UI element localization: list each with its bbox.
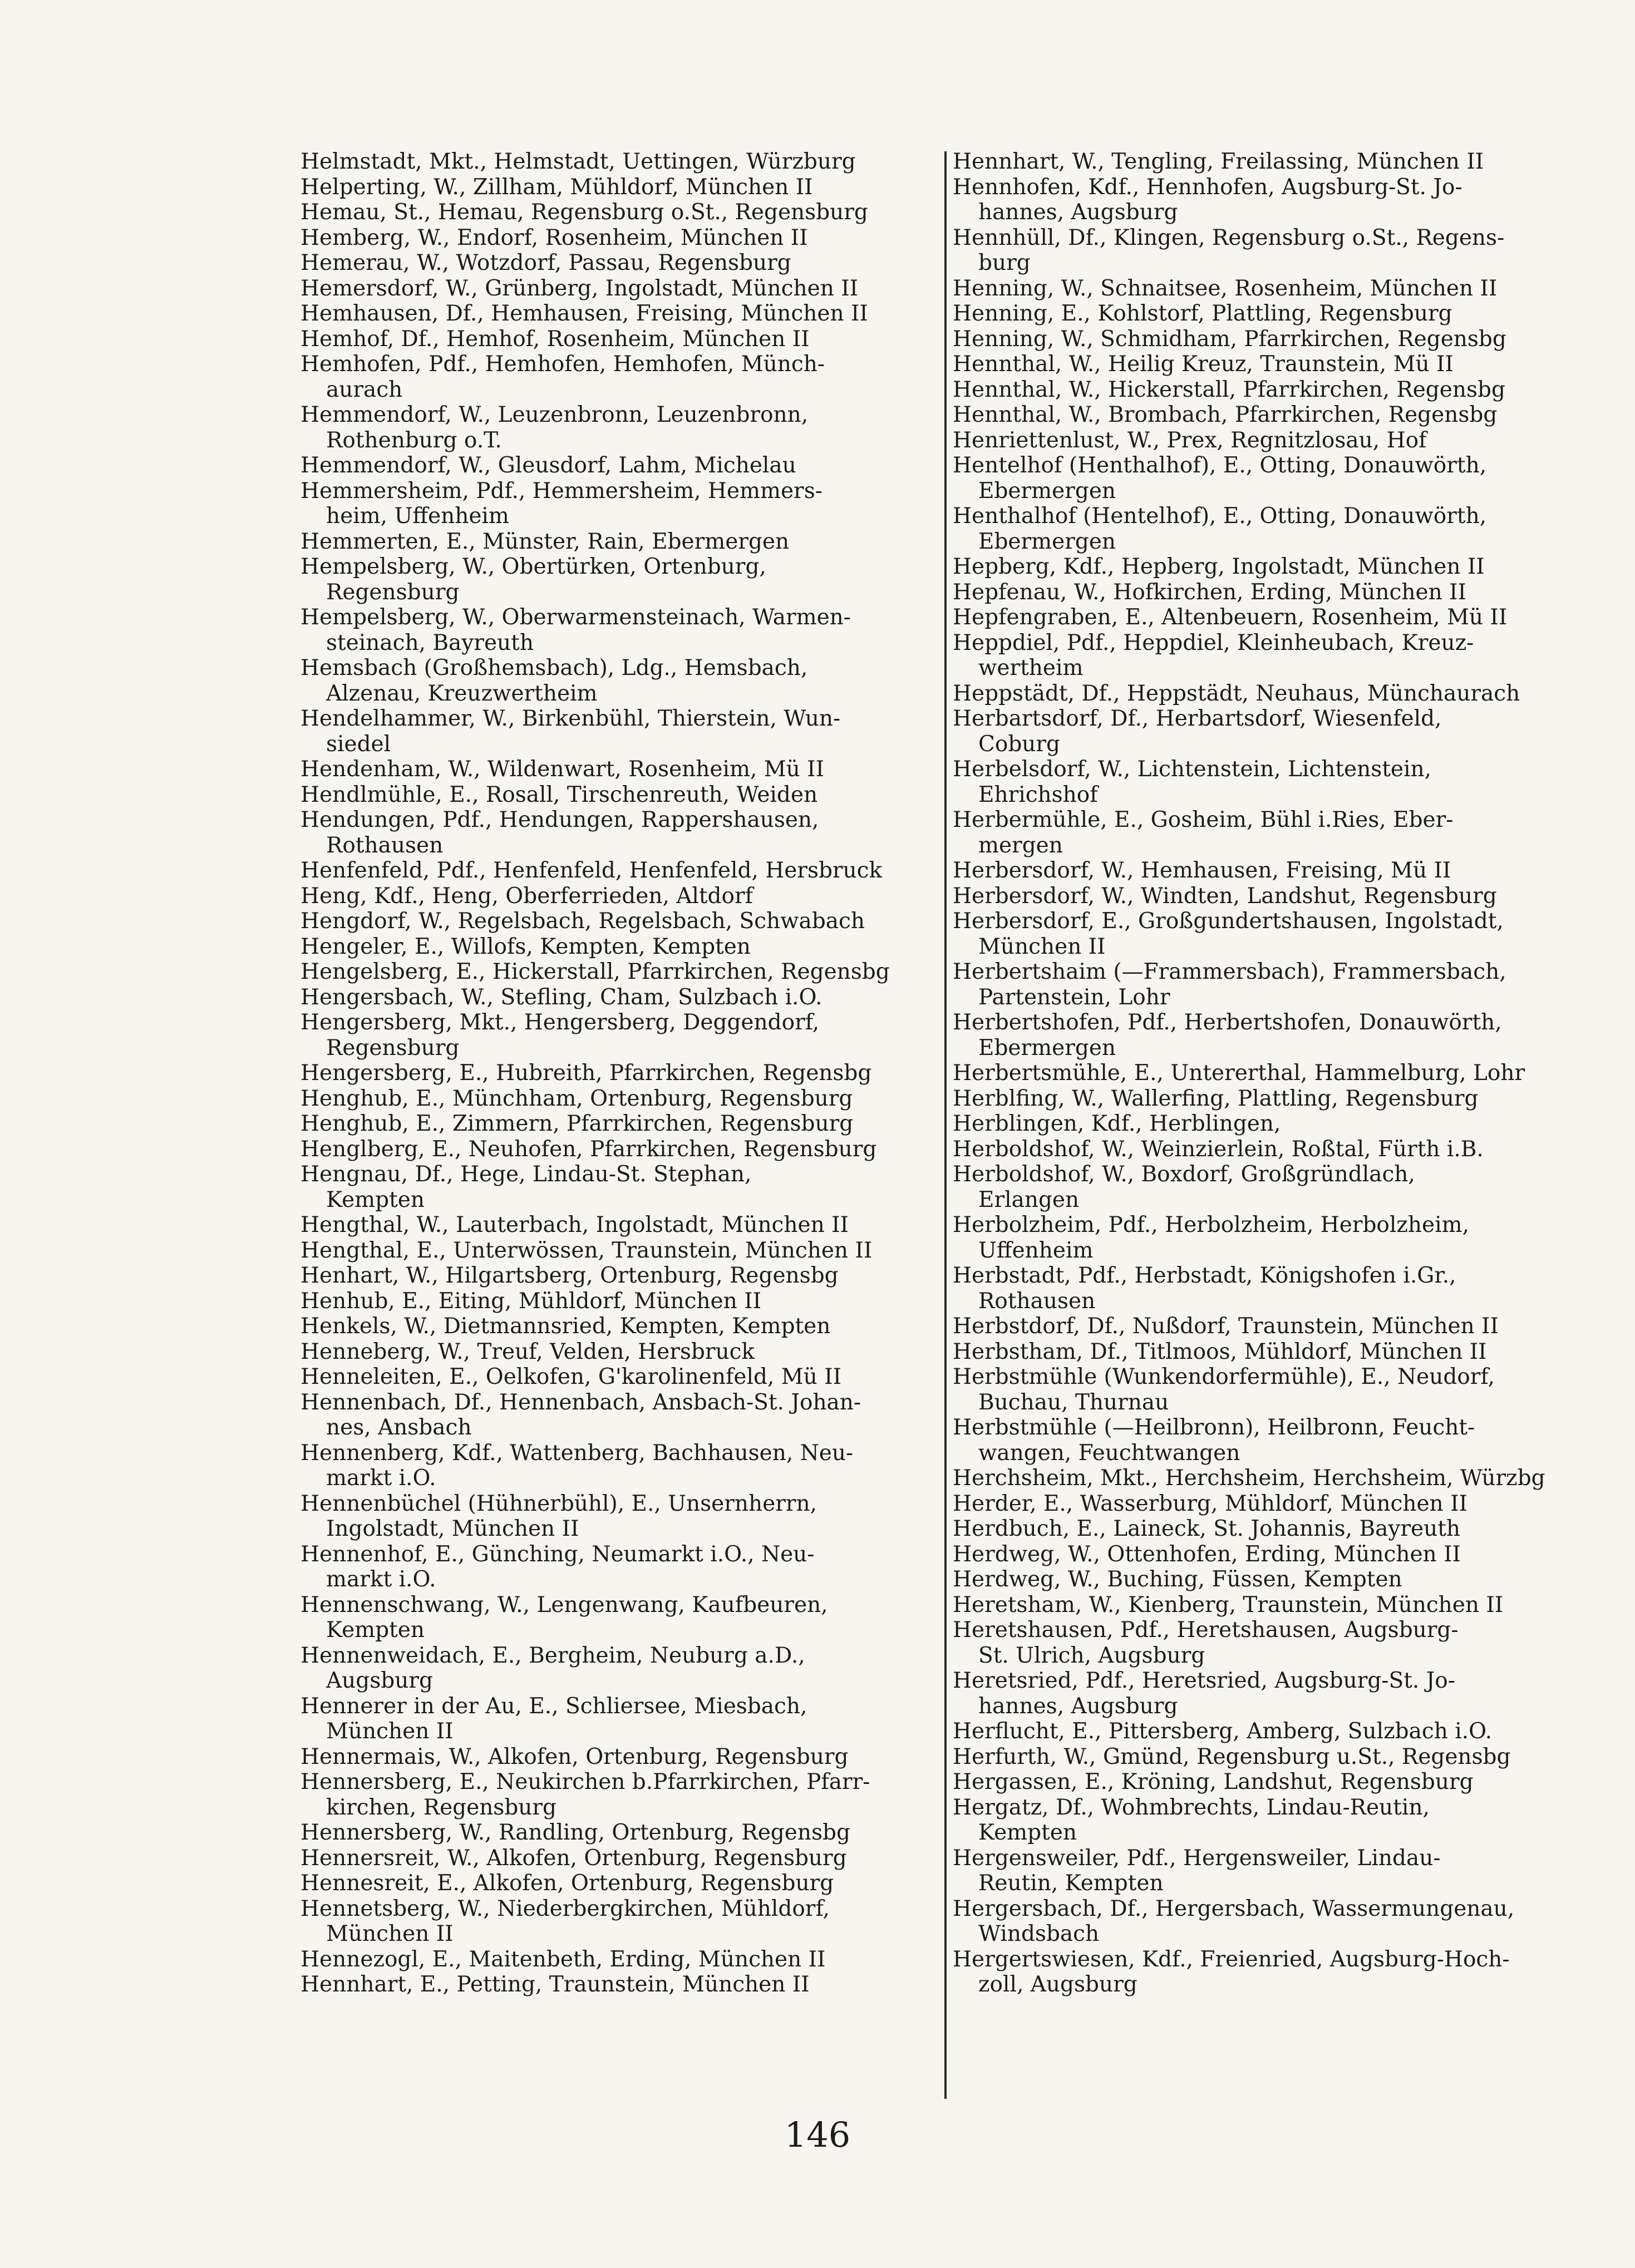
index-entry — [301, 757, 940, 782]
entry-line: Herbartsdorf, Df., Herbartsdorf, Wiesenfeld, — [953, 706, 1442, 731]
entry-line: Hennermais, W., Alkofen, Ortenburg, Regensburg — [301, 1744, 849, 1769]
entry-line: Hergatz, Df., Wohmbrechts, Lindau-Reutin, — [953, 1794, 1430, 1820]
index-entry — [301, 1491, 940, 1542]
index-entry — [301, 655, 940, 706]
index-entry — [953, 352, 1598, 377]
index-entry — [301, 1441, 940, 1491]
entry-line: Herdbuch, E., Laineck, St. Johannis, Bayreuth — [953, 1516, 1461, 1541]
entry-continuation: steinach, Bayreuth — [326, 630, 534, 655]
entry-line: Hengersbach, W., Stefling, Cham, Sulzbach i.O. — [301, 984, 823, 1010]
entry-line: Herbersdorf, W., Windten, Landshut, Regensburg — [953, 883, 1497, 909]
entry-continuation: Ebermergen — [978, 1035, 1116, 1061]
index-entry — [301, 959, 940, 985]
entry-continuation: hannes, Augsburg — [978, 1693, 1178, 1719]
entry-line: Hemberg, W., Endorf, Rosenheim, München II — [301, 225, 808, 250]
index-entry — [953, 1111, 1598, 1137]
entry-continuation: Alzenau, Kreuzwertheim — [326, 681, 598, 706]
entry-continuation: Rothenburg o.T. — [326, 427, 502, 453]
index-entry — [301, 453, 940, 479]
entry-line: Hennhart, E., Petting, Traunstein, München II — [301, 1972, 810, 1997]
entry-line: Hemmersheim, Pdf., Hemmersheim, Hemmers- — [301, 478, 823, 504]
index-entry — [301, 1339, 940, 1365]
entry-line: Herblingen, Kdf., Herblingen, — [953, 1111, 1281, 1136]
index-entry — [301, 149, 940, 175]
entry-line: Hepberg, Kdf., Hepberg, Ingolstadt, München II — [953, 554, 1485, 579]
entry-line: Herbelsdorf, W., Lichtenstein, Lichtenstein, — [953, 757, 1431, 782]
index-entry — [953, 1466, 1598, 1491]
index-entry — [953, 276, 1598, 302]
index-entry — [301, 479, 940, 529]
index-entry — [301, 1390, 940, 1441]
entry-line: Hergersbach, Df., Hergersbach, Wassermungenau, — [953, 1896, 1515, 1921]
entry-continuation: markt i.O. — [326, 1567, 436, 1592]
index-entry — [953, 327, 1598, 352]
entry-line: Hengdorf, W., Regelsbach, Regelsbach, Schwabach — [301, 909, 865, 934]
index-entry — [953, 1061, 1598, 1086]
entry-line: Hempelsberg, W., Oberwarmensteinach, Warmen- — [301, 605, 851, 630]
index-entry — [301, 1592, 940, 1643]
index-entry — [301, 1137, 940, 1162]
index-entry — [953, 884, 1598, 909]
index-entry — [301, 807, 940, 858]
entry-continuation: markt i.O. — [326, 1466, 436, 1491]
entry-line: Henthalhof (Hentelhof), E., Otting, Donauwörth, — [953, 504, 1487, 529]
index-entry — [301, 1820, 940, 1846]
entry-line: Herbstdorf, Df., Nußdorf, Traunstein, München II — [953, 1314, 1499, 1339]
index-entry — [953, 377, 1598, 403]
entry-line: Hengthal, W., Lauterbach, Ingolstadt, München II — [301, 1212, 849, 1237]
index-entry — [953, 1618, 1598, 1668]
entry-continuation: München II — [326, 1719, 454, 1744]
entry-line: Herdweg, W., Ottenhofen, Erding, München II — [953, 1541, 1461, 1567]
entry-line: Hengthal, E., Unterwössen, Traunstein, München II — [301, 1237, 873, 1263]
index-entry — [301, 1972, 940, 1998]
entry-line: Herbersdorf, W., Hemhausen, Freising, Mü II — [953, 858, 1451, 883]
entry-line: Hennesreit, E., Alkofen, Ortenburg, Regensburg — [301, 1871, 834, 1896]
entry-line: Herfurth, W., Gmünd, Regensburg u.St., Regensbg — [953, 1744, 1511, 1769]
entry-line: Hennthal, W., Hickerstall, Pfarrkirchen, Regensbg — [953, 377, 1505, 402]
entry-line: Herbermühle, E., Gosheim, Bühl i.Ries, Eber- — [953, 807, 1454, 832]
entry-continuation: Uffenheim — [978, 1237, 1094, 1263]
index-entry — [301, 909, 940, 934]
index-entry — [301, 250, 940, 276]
entry-line: Hennersberg, E., Neukirchen b.Pfarrkirchen, Pfarr- — [301, 1769, 870, 1794]
entry-line: Herbertsmühle, E., Untererthal, Hammelburg, Lohr — [953, 1061, 1525, 1086]
entry-line: Hentelhof (Henthalhof), E., Otting, Donauwörth, — [953, 453, 1487, 478]
entry-line: Henriettenlust, W., Prex, Regnitzlosau, Hof — [953, 427, 1427, 453]
entry-line: Hennersreit, W., Alkofen, Ortenburg, Regensburg — [301, 1845, 847, 1871]
entry-line: Henhart, W., Hilgartsberg, Ortenburg, Regensbg — [301, 1263, 839, 1288]
index-entry — [953, 402, 1598, 428]
entry-continuation: wangen, Feuchtwangen — [978, 1440, 1240, 1466]
entry-continuation: hannes, Augsburg — [978, 200, 1178, 225]
entry-line: Herflucht, E., Pittersberg, Amberg, Sulzbach i.O. — [953, 1719, 1493, 1744]
index-entry — [301, 1086, 940, 1112]
index-entry — [301, 1238, 940, 1264]
entry-line: Hengnau, Df., Hege, Lindau-St. Stephan, — [301, 1162, 752, 1187]
index-entry — [301, 1212, 940, 1238]
entry-line: Hennenschwang, W., Lengenwang, Kaufbeuren, — [301, 1592, 828, 1618]
column-divider — [944, 151, 947, 2099]
entry-line: Herbolzheim, Pdf., Herbolzheim, Herbolzheim, — [953, 1212, 1469, 1237]
index-entry — [301, 225, 940, 251]
index-entry — [953, 1542, 1598, 1567]
entry-line: Hendlmühle, E., Rosall, Tirschenreuth, Weiden — [301, 782, 818, 807]
entry-continuation: Kempten — [978, 1820, 1077, 1845]
index-entry — [953, 149, 1598, 175]
entry-line: Hendenham, W., Wildenwart, Rosenheim, Mü II — [301, 757, 824, 782]
entry-line: Hergensweiler, Pdf., Hergensweiler, Lindau- — [953, 1845, 1441, 1871]
index-entry — [301, 1846, 940, 1871]
entry-line: Hemmerten, E., Münster, Rain, Ebermergen — [301, 529, 790, 554]
index-entry — [953, 1339, 1598, 1365]
entry-continuation: heim, Uffenheim — [326, 504, 509, 529]
entry-line: Heppstädt, Df., Heppstädt, Neuhaus, Münchaurach — [953, 681, 1520, 706]
entry-line: Herbstmühle (Wunkendorfermühle), E., Neudorf, — [953, 1364, 1495, 1389]
index-entry — [301, 1314, 940, 1339]
index-entry — [301, 554, 940, 605]
entry-line: Hemersdorf, W., Grünberg, Ingolstadt, München II — [301, 275, 859, 301]
index-entry — [953, 605, 1598, 630]
entry-line: Henning, W., Schmidham, Pfarrkirchen, Regensbg — [953, 326, 1506, 352]
index-entry — [953, 1415, 1598, 1466]
entry-line: Hempelsberg, W., Obertürken, Ortenburg, — [301, 554, 766, 579]
index-entry — [301, 782, 940, 808]
index-entry — [301, 934, 940, 960]
entry-line: Hengersberg, Mkt., Hengersberg, Deggendorf, — [301, 1010, 820, 1035]
index-entry — [301, 1263, 940, 1289]
entry-line: Heretsried, Pdf., Heretsried, Augsburg-St. Jo- — [953, 1668, 1455, 1693]
index-entry — [953, 1896, 1598, 1947]
entry-line: Herbstadt, Pdf., Herbstadt, Königshofen i.Gr., — [953, 1263, 1456, 1288]
page-number: 146 — [784, 2114, 851, 2155]
entry-line: Hennerer in der Au, E., Schliersee, Miesbach, — [301, 1693, 807, 1719]
entry-line: Hendelhammer, W., Birkenbühl, Thierstein, Wun- — [301, 706, 841, 731]
entry-line: Henghub, E., Zimmern, Pfarrkirchen, Regensburg — [301, 1111, 854, 1136]
entry-line: Hepfenau, W., Hofkirchen, Erding, München II — [953, 579, 1466, 605]
index-entry — [301, 858, 940, 884]
entry-continuation: burg — [978, 250, 1031, 275]
entry-continuation: Regensburg — [326, 1035, 460, 1061]
entry-line: Henneleiten, E., Oelkofen, G'karolinenfeld, Mü II — [301, 1364, 841, 1389]
entry-continuation: Kempten — [326, 1618, 425, 1643]
index-entry — [953, 580, 1598, 605]
index-entry — [301, 1010, 940, 1061]
entry-continuation: Regensburg — [326, 579, 460, 605]
index-entry — [301, 1061, 940, 1086]
index-entry — [301, 1542, 940, 1592]
index-entry — [953, 1137, 1598, 1162]
index-entry — [953, 1795, 1598, 1846]
entry-line: Hergassen, E., Kröning, Landshut, Regensburg — [953, 1769, 1474, 1794]
index-entry — [953, 1592, 1598, 1618]
index-entry — [301, 327, 940, 352]
entry-line: Henfenfeld, Pdf., Henfenfeld, Henfenfeld, Hersbruck — [301, 858, 883, 883]
entry-line: Hemhofen, Pdf., Hemhofen, Hemhofen, Münch- — [301, 352, 825, 377]
index-entry — [953, 757, 1598, 807]
entry-line: Heretshausen, Pdf., Heretshausen, Augsburg- — [953, 1618, 1459, 1643]
entry-line: Hengelsberg, E., Hickerstall, Pfarrkirchen, Regensbg — [301, 959, 890, 984]
index-entry — [953, 1516, 1598, 1542]
entry-continuation: Buchau, Thurnau — [978, 1389, 1169, 1415]
entry-line: Herboldshof, W., Weinzierlein, Roßtal, Fürth i.B. — [953, 1136, 1484, 1162]
entry-continuation: München II — [978, 934, 1106, 959]
entry-line: Hennersberg, W., Randling, Ortenburg, Regensbg — [301, 1820, 850, 1845]
index-entry — [953, 1314, 1598, 1339]
index-entry — [953, 807, 1598, 858]
entry-line: Helmstadt, Mkt., Helmstadt, Uettingen, Würzburg — [301, 149, 856, 174]
left-column — [301, 149, 940, 1998]
entry-line: Henning, E., Kohlstorf, Plattling, Regensburg — [953, 301, 1452, 326]
entry-line: Henglberg, E., Neuhofen, Pfarrkirchen, Regensburg — [301, 1136, 877, 1162]
index-entry — [301, 1364, 940, 1390]
index-entry — [953, 1567, 1598, 1592]
index-entry — [301, 985, 940, 1010]
entry-line: Hennhofen, Kdf., Hennhofen, Augsburg-St. Jo- — [953, 174, 1462, 200]
entry-line: Henghub, E., Münchham, Ortenburg, Regensburg — [301, 1086, 853, 1111]
index-entry — [953, 681, 1598, 707]
index-entry — [953, 909, 1598, 959]
index-entry — [301, 706, 940, 757]
entry-line: Hennhüll, Df., Klingen, Regensburg o.St., Regens- — [953, 225, 1505, 250]
entry-continuation: Augsburg — [326, 1668, 433, 1693]
entry-line: Hepfengraben, E., Altenbeuern, Rosenheim, Mü II — [953, 605, 1508, 630]
entry-line: Herder, E., Wasserburg, Mühldorf, München II — [953, 1491, 1467, 1516]
entry-continuation: Rothausen — [326, 832, 444, 858]
index-entry — [953, 1668, 1598, 1719]
index-entry — [301, 1744, 940, 1770]
index-entry — [953, 1744, 1598, 1770]
entry-continuation: kirchen, Regensburg — [326, 1794, 557, 1820]
index-entry — [953, 1010, 1598, 1061]
entry-continuation: Windsbach — [978, 1921, 1100, 1946]
index-entry — [301, 1896, 940, 1947]
entry-line: Hemmendorf, W., Gleusdorf, Lahm, Michelau — [301, 453, 796, 478]
index-entry — [301, 1643, 940, 1694]
index-entry — [301, 1769, 940, 1820]
entry-line: Hennhart, W., Tengling, Freilassing, München II — [953, 149, 1484, 174]
entry-line: Hemhof, Df., Hemhof, Rosenheim, München II — [301, 326, 810, 352]
index-entry — [953, 175, 1598, 225]
entry-continuation: Ebermergen — [978, 478, 1116, 504]
index-entry — [953, 453, 1598, 504]
entry-line: Hennenberg, Kdf., Wattenberg, Bachhausen, Neu- — [301, 1440, 854, 1466]
entry-line: Heppdiel, Pdf., Heppdiel, Kleinheubach, Kreuz- — [953, 630, 1474, 655]
index-entry — [953, 301, 1598, 327]
index-entry — [301, 1289, 940, 1314]
entry-continuation: Kempten — [326, 1187, 425, 1212]
index-entry — [953, 1162, 1598, 1212]
entry-line: Herdweg, W., Buching, Füssen, Kempten — [953, 1567, 1402, 1592]
index-entry — [953, 1212, 1598, 1263]
entry-line: Hennezogl, E., Maitenbeth, Erding, München II — [301, 1946, 826, 1972]
index-entry — [953, 959, 1598, 1010]
entry-continuation: Erlangen — [978, 1187, 1080, 1212]
entry-line: Hennenbach, Df., Hennenbach, Ansbach-St. Johan- — [301, 1389, 861, 1415]
entry-line: Herbertshaim (—Frammersbach), Frammersbach, — [953, 959, 1506, 984]
entry-line: Hendungen, Pdf., Hendungen, Rappershausen, — [301, 807, 819, 832]
index-entry — [953, 858, 1598, 884]
index-entry — [301, 1694, 940, 1744]
entry-line: Hengeler, E., Willofs, Kempten, Kempten — [301, 934, 751, 959]
entry-line: Heretsham, W., Kienberg, Traunstein, München II — [953, 1592, 1504, 1618]
entry-continuation: zoll, Augsburg — [978, 1972, 1137, 1997]
entry-line: Hergertswiesen, Kdf., Freienried, Augsburg-Hoch- — [953, 1946, 1510, 1972]
index-entry — [301, 175, 940, 200]
entry-line: Hemhausen, Df., Hemhausen, Freising, München II — [301, 301, 868, 326]
entry-continuation: Partenstein, Lohr — [978, 984, 1170, 1010]
entry-line: Herbstmühle (—Heilbronn), Heilbronn, Feucht- — [953, 1415, 1475, 1440]
entry-line: Henkels, W., Dietmannsried, Kempten, Kempten — [301, 1314, 831, 1339]
entry-continuation: Coburg — [978, 731, 1061, 757]
entry-continuation: aurach — [326, 377, 403, 402]
index-entry — [953, 225, 1598, 276]
entry-line: Henneberg, W., Treuf, Velden, Hersbruck — [301, 1339, 755, 1364]
index-entry — [953, 706, 1598, 757]
entry-continuation: nes, Ansbach — [326, 1415, 472, 1440]
index-entry — [301, 1162, 940, 1212]
entry-continuation: Rothausen — [978, 1288, 1096, 1314]
index-entry — [953, 1719, 1598, 1744]
entry-continuation: siedel — [326, 731, 391, 757]
entry-line: Heng, Kdf., Heng, Oberferrieden, Altdorf — [301, 883, 754, 909]
index-entry — [953, 1263, 1598, 1314]
entry-line: Hemau, St., Hemau, Regensburg o.St., Regensburg — [301, 200, 868, 225]
entry-line: Herbstham, Df., Titlmoos, Mühldorf, München II — [953, 1339, 1487, 1364]
entry-line: Herboldshof, W., Boxdorf, Großgründlach, — [953, 1162, 1415, 1187]
entry-line: Hennetsberg, W., Niederbergkirchen, Mühldorf, — [301, 1896, 830, 1921]
index-entry — [953, 1086, 1598, 1112]
entry-line: Henning, W., Schnaitsee, Rosenheim, München II — [953, 275, 1498, 301]
index-entry — [301, 352, 940, 402]
index-entry — [301, 529, 940, 555]
entry-line: Hemsbach (Großhemsbach), Ldg., Hemsbach, — [301, 655, 808, 681]
entry-continuation: Reutin, Kempten — [978, 1871, 1164, 1896]
entry-line: Herbertshofen, Pdf., Herbertshofen, Donauwörth, — [953, 1010, 1502, 1035]
entry-line: Herbersdorf, E., Großgundertshausen, Ingolstadt, — [953, 909, 1504, 934]
index-entry — [953, 1846, 1598, 1896]
entry-continuation: Ehrichshof — [978, 782, 1098, 807]
entry-continuation: München II — [326, 1921, 454, 1946]
entry-continuation: wertheim — [978, 655, 1084, 681]
index-entry — [301, 276, 940, 302]
entry-line: Hengersberg, E., Hubreith, Pfarrkirchen, Regensbg — [301, 1061, 872, 1086]
entry-line: Hennthal, W., Brombach, Pfarrkirchen, Regensbg — [953, 402, 1498, 427]
index-entry — [301, 1111, 940, 1137]
index-entry — [301, 1871, 940, 1896]
entry-line: Hemerau, W., Wotzdorf, Passau, Regensburg — [301, 250, 791, 275]
index-entry — [301, 402, 940, 453]
index-entry — [953, 554, 1598, 580]
index-entry — [301, 301, 940, 327]
index-entry — [953, 1947, 1598, 1998]
entry-continuation: mergen — [978, 832, 1063, 858]
entry-continuation: Ingolstadt, München II — [326, 1516, 579, 1541]
entry-line: Hennenhof, E., Günching, Neumarkt i.O., Neu- — [301, 1541, 815, 1567]
index-entry — [301, 884, 940, 909]
entry-line: Helperting, W., Zillham, Mühldorf, München II — [301, 174, 813, 200]
entry-continuation: St. Ulrich, Augsburg — [978, 1643, 1205, 1668]
entry-line: Hennenbüchel (Hühnerbühl), E., Unsernherrn, — [301, 1491, 818, 1516]
index-entry — [301, 605, 940, 655]
entry-line: Herblfing, W., Wallerfing, Plattling, Regensburg — [953, 1086, 1479, 1111]
right-column — [953, 149, 1598, 1998]
index-entry — [301, 200, 940, 225]
index-entry — [953, 630, 1598, 681]
index-entry — [953, 1491, 1598, 1517]
index-entry — [953, 1769, 1598, 1795]
entry-line: Hennthal, W., Heilig Kreuz, Traunstein, Mü II — [953, 352, 1454, 377]
entry-line: Henhub, E., Eiting, Mühldorf, München II — [301, 1288, 761, 1314]
index-entry — [301, 1947, 940, 1973]
index-entry — [953, 504, 1598, 554]
entry-continuation: Ebermergen — [978, 529, 1116, 554]
entry-line: Hennenweidach, E., Bergheim, Neuburg a.D., — [301, 1643, 805, 1668]
index-entry — [953, 1364, 1598, 1415]
entry-line: Herchsheim, Mkt., Herchsheim, Herchsheim, Würzbg — [953, 1466, 1545, 1491]
entry-line: Hemmendorf, W., Leuzenbronn, Leuzenbronn, — [301, 402, 809, 427]
index-entry — [953, 428, 1598, 453]
